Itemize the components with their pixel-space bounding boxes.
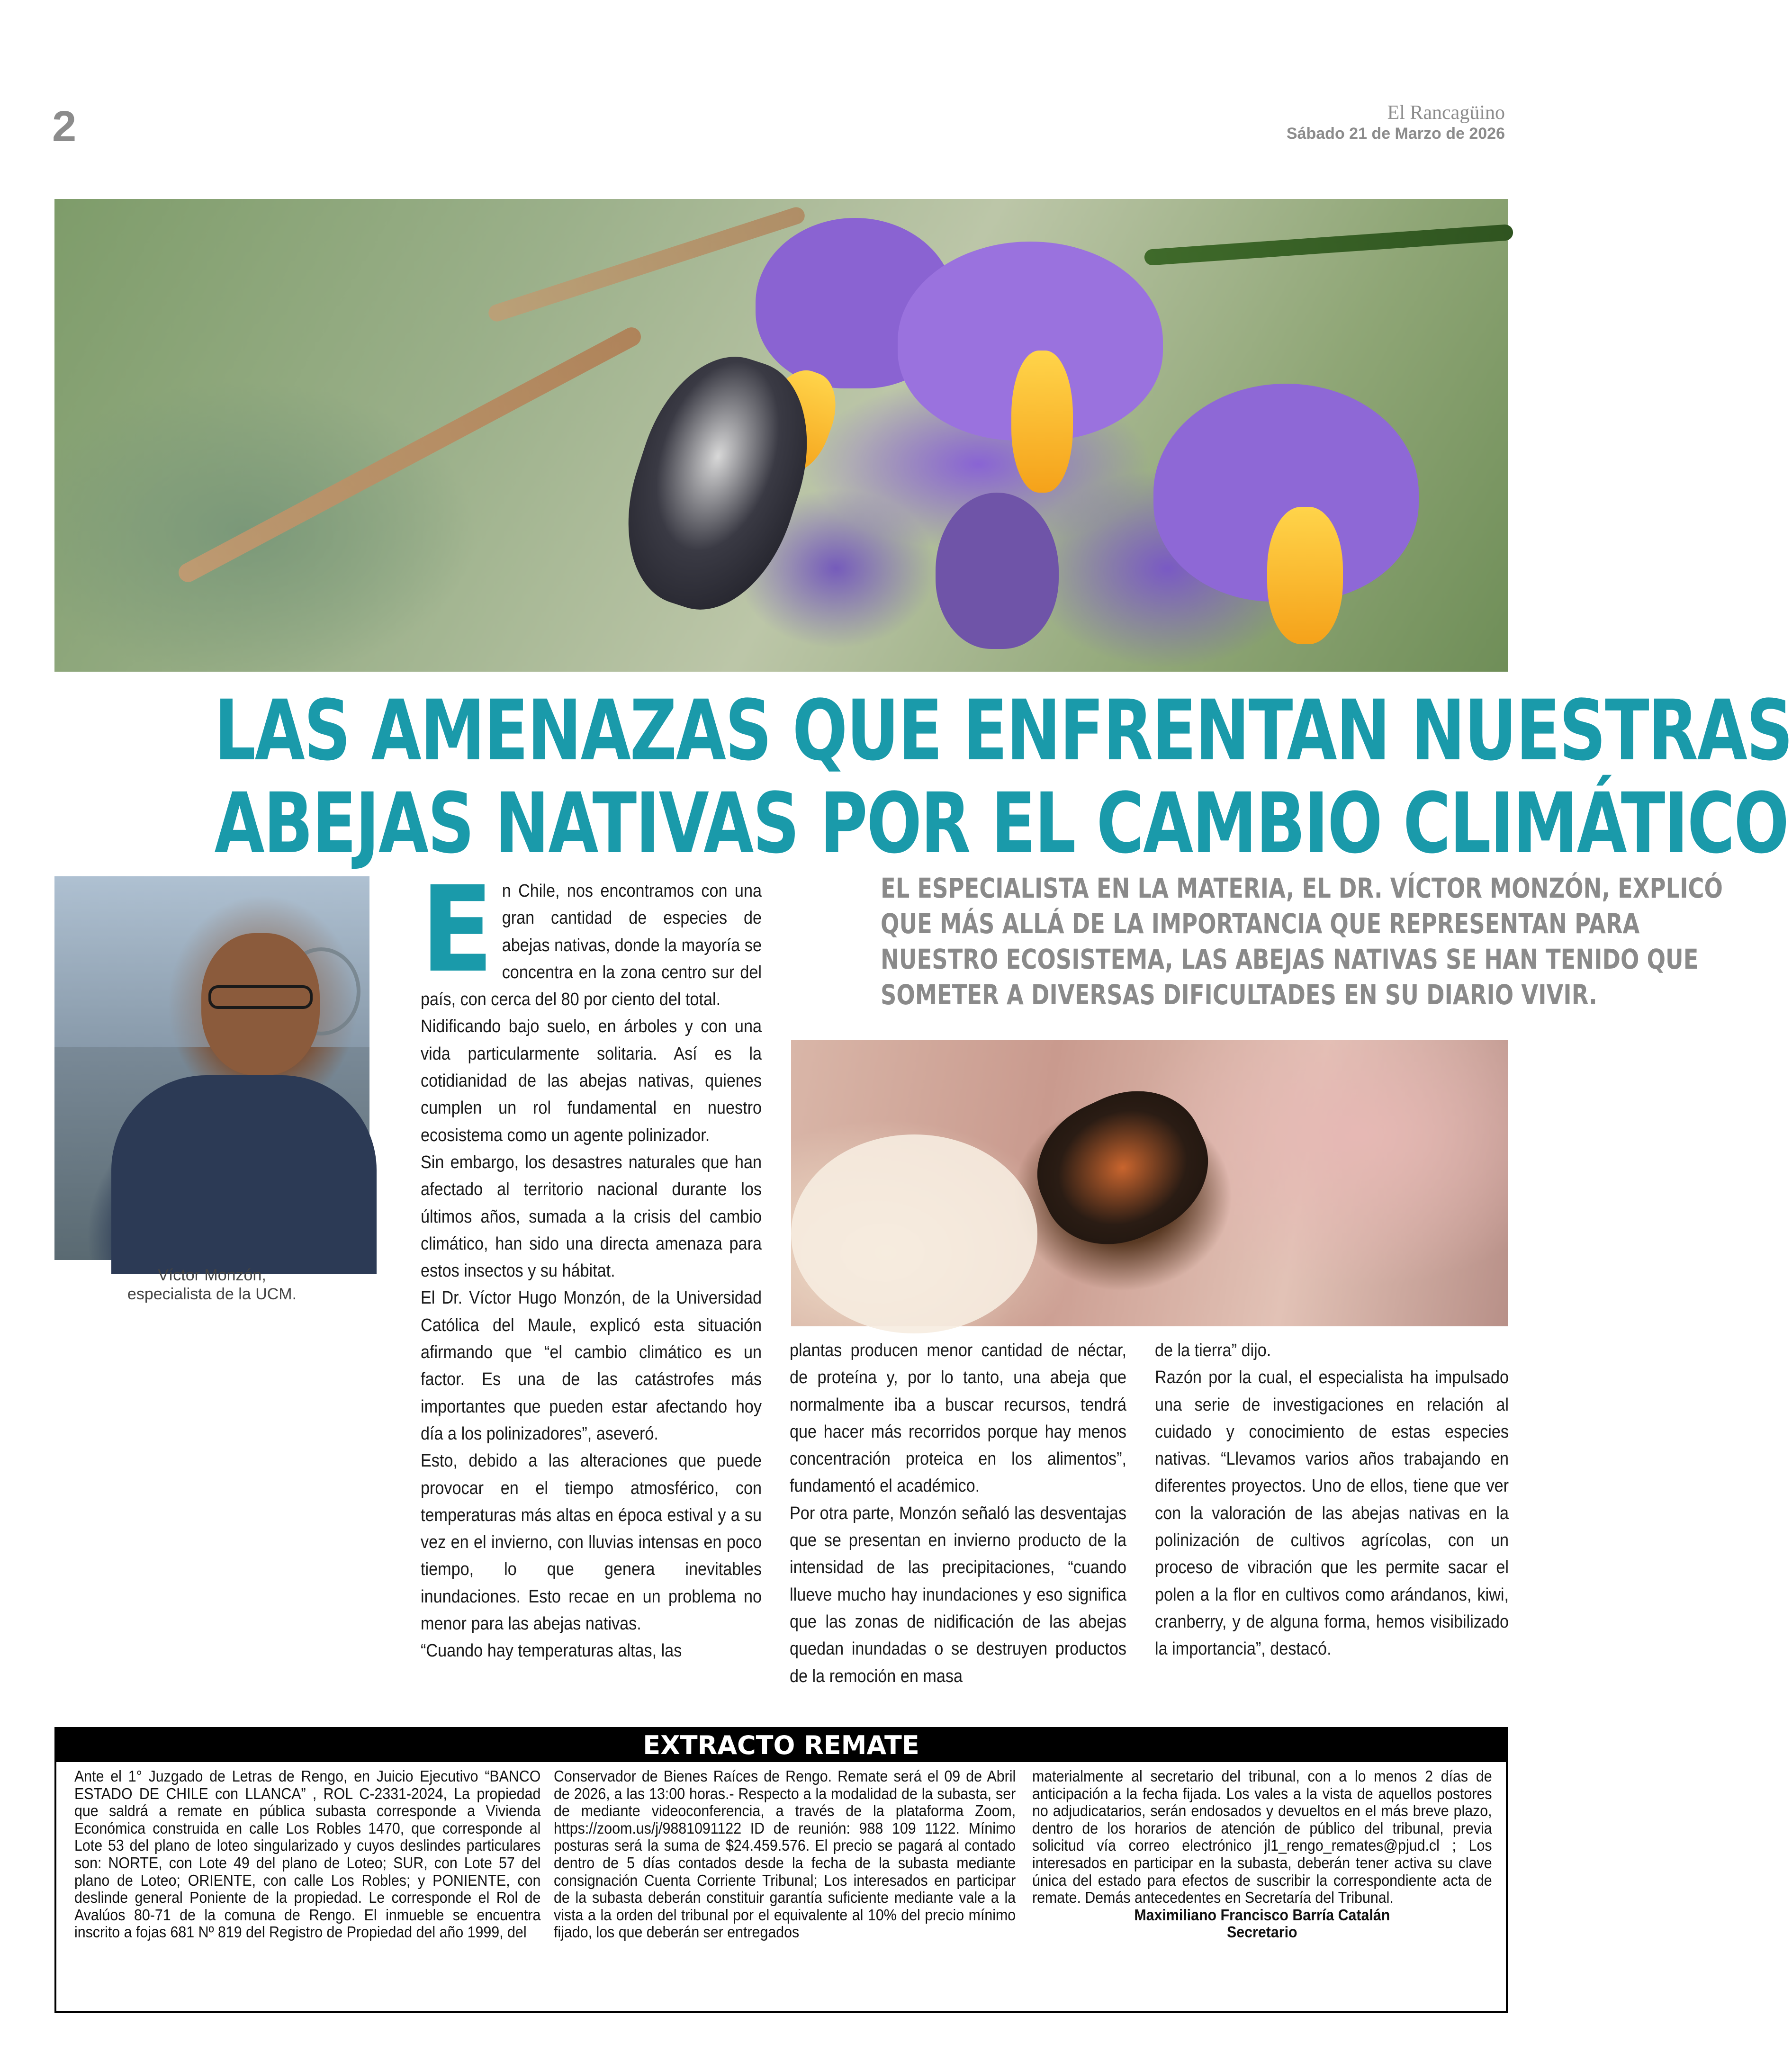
- legal-notice-box: [54, 1727, 1508, 2013]
- paragraph: Sin embargo, los desastres naturales que han afectado al territorio nacional durante los últimos años, sumada a la crisis del cambio climático, han sido una directa amenaza para estos insectos y su hábitat.: [421, 1152, 762, 1281]
- drop-cap: E: [421, 861, 494, 999]
- headline-line-1: LAS AMENAZAS QUE ENFRENTAN NUESTRAS: [214, 682, 1792, 779]
- article-headline: [214, 682, 1792, 872]
- article-deck: [881, 871, 1723, 1013]
- paragraph: El Dr. Víctor Hugo Monzón, de la Universidad Católica del Maule, explicó esta situación afirmando que “el cambio climático es un factor. Es una de las catástrofes más importantes que pueden estar afectando hoy día a los polinizadores”, aseveró.: [421, 1288, 762, 1444]
- paragraph: Esto, debido a las alteraciones que puede provocar en el tiempo atmosférico, con temperaturas más altas en época estival y a su vez en el invierno, con lluvias intensas en poco tiempo, lo que genera inevitables inundaciones. Esto recae en un problema no menor para las abejas nativas.: [421, 1451, 762, 1634]
- article-column-2: [790, 1337, 1126, 1690]
- deck-line-2: QUE MÁS ALLÁ DE LA IMPORTANCIA QUE REPRESENTAN PARA: [881, 908, 1640, 940]
- signer-title: Secretario: [1227, 1923, 1297, 1941]
- legal-notice-text: Ante el 1° Juzgado de Letras de Rengo, en Juicio Ejecutivo “BANCO ESTADO DE CHILE con LLANCA” , ROL C-2331-2024, La propiedad que saldrá a remate en pública subasta corresponde a Vivienda Económica construida en calle Los Robles 1470, que corresponde al Lote 53 del plano de loteo singularizado y cuyos deslindes particulares son: NORTE, con Lote 49 del plano de Loteo; SUR, con Lote 57 del plano de Loteo; ORIENTE, con calle Los Robles; y PONIENTE, con deslinde general Poniente de la propiedad. Le corresponde el Rol de Avalúos 80-71 de la comuna de Rengo. El inmueble se encuentra inscrito a fojas 681 Nº 819 del Registro de Propiedad del año 1999, del: [74, 1767, 541, 1941]
- caption-line-2: especialista de la UCM.: [127, 1285, 297, 1303]
- paragraph: de la tierra” dijo.: [1155, 1341, 1271, 1360]
- page-number: 2: [52, 102, 77, 151]
- deck-line-4: SOMETER A DIVERSAS DIFICULTADES EN SU DIARIO VIVIR.: [881, 979, 1597, 1011]
- legal-notice-title: EXTRACTO REMATE: [56, 1729, 1506, 1762]
- article-column-3: [1155, 1337, 1509, 1663]
- headline-line-2: ABEJAS NATIVAS POR EL CAMBIO CLIMÁTICO: [214, 775, 1788, 872]
- deck-line-1: EL ESPECIALISTA EN LA MATERIA, EL DR. VÍCTOR MONZÓN, EXPLICÓ: [881, 872, 1723, 904]
- newspaper-name: El Rancagüino: [1387, 102, 1505, 124]
- paragraph: “Cuando hay temperaturas altas, las: [421, 1641, 682, 1661]
- issue-date: Sábado 21 de Marzo de 2026: [1286, 125, 1505, 143]
- masthead: [1287, 102, 1505, 144]
- paragraph: Razón por la cual, el especialista ha impulsado una serie de investigaciones en relación al cuidado y conocimiento de estas especies nativas. “Llevamos varios años trabajando en diferentes proyectos. Uno de ellos, tiene que ver con la valoración de las abejas nativas en la polinización de cultivos agrícolas, con un proceso de vibración que les permite sacar el polen a la flor en cultivos como arándanos, kiwi, cranberry, y de alguna forma, hemos visibilizado la importancia”, destacó.: [1155, 1368, 1509, 1659]
- hero-photo-bee-on-flowers: [54, 199, 1508, 672]
- signer-name: Maximiliano Francisco Barría Catalán: [1134, 1906, 1390, 1924]
- legal-notice-text: Conservador de Bienes Raíces de Rengo. Remate será el 09 de Abril de 2026, a las 13:00 horas.- Respecto a la modalidad de la subasta, ser de mediante videoconferencia, a través de la plataforma Zoom, https://zoom.us/j/9881091122 ID de reunión: 988 109 1122. Mínimo posturas será la suma de $24.459.576. El precio se pagará al contado dentro de 5 días contados desde la fecha de la subasta mediante consignación Cuenta Corriente Tribunal; Los interesados en participar de la subasta deberán constituir garantía suficiente mediante vale a la vista a la orden del tribunal por el equivalente al 10% del precio mínimo fijado, los que deberán ser entregados: [554, 1767, 1016, 1941]
- paragraph: Nidificando bajo suelo, en árboles y con una vida particularmente solitaria. Así es la cotidianidad de las abejas nativas, quienes cumplen un rol fundamental en nuestro ecosistema como un agente polinizador.: [421, 1017, 762, 1145]
- legal-notice-column-1: [74, 1768, 540, 1941]
- deck-line-3: NUESTRO ECOSISTEMA, LAS ABEJAS NATIVAS SE HAN TENIDO QUE: [881, 943, 1699, 975]
- legal-notice-text: materialmente al secretario del tribunal, con a lo menos 2 días de anticipación a la fecha fijada. Los vales a la vista de aquellos postores no adjudicatarios, serán endosados y devueltos en el más breve plazo, dentro de los horarios de atención de público del tribunal, previa solicitud vía correo electrónico jl1_rengo_remates@pjud.cl ; Los interesados en participar en la subasta, deberán tener activa su clave única del estado para efectos de suscribir la correspondiente acta de remate. Demás antecedentes en Secretaría del Tribunal.: [1032, 1767, 1492, 1907]
- caption-line-1: Víctor Monzón,: [158, 1266, 266, 1284]
- bee-closeup-photo: [791, 1040, 1508, 1326]
- paragraph: Por otra parte, Monzón señaló las desventajas que se presentan en invierno producto de la intensidad de las precipitaciones, “cuando llueve mucho hay inundaciones y eso significa que las zonas de nidificación de las abejas quedan inundadas o se destruyen productos de la remoción en masa: [790, 1503, 1126, 1686]
- paragraph: n Chile, nos encontramos con una gran cantidad de especies de abejas nativas, donde la mayoría se concentra en la zona centro sur del país, con cerca del 80 por ciento del total.: [421, 881, 762, 1010]
- article-column-1: [421, 861, 762, 1665]
- portrait-caption: [54, 1266, 369, 1304]
- portrait-photo-victor-monzon: [54, 876, 369, 1260]
- paragraph: plantas producen menor cantidad de néctar, de proteína y, por lo tanto, una abeja que normalmente iba a buscar recursos, tendrá que hacer más recorridos porque hay menos concentración proteica en los alimentos”, fundamentó el académico.: [790, 1341, 1126, 1496]
- legal-notice-column-3: [1032, 1768, 1492, 1941]
- legal-notice-column-2: [554, 1768, 1016, 1941]
